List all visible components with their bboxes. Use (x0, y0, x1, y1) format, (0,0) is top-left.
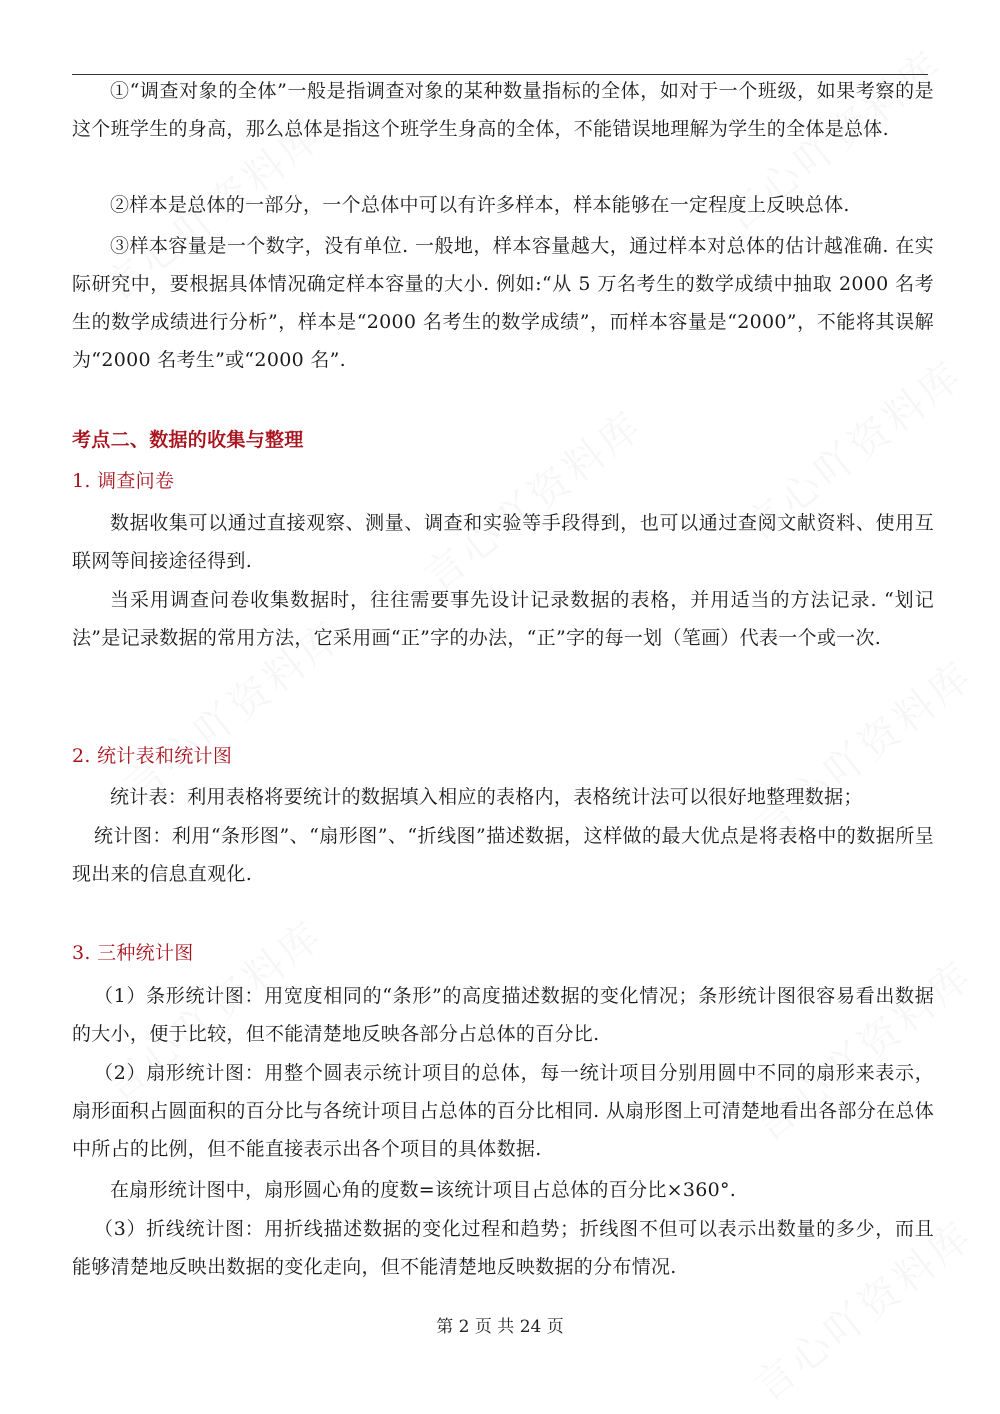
paragraph-sample-definition: ②样本是总体的一部分，一个总体中可以有许多样本，样本能够在一定程度上反映总体. (110, 194, 850, 216)
paragraph-data-collection: 数据收集可以通过直接观察、测量、调查和实验等手段得到，也可以通过查阅文献资料、使用互联网等间接途径得到. (72, 512, 934, 572)
subsection-heading-tables-charts: 2. 统计表和统计图 (72, 745, 233, 767)
paragraph-pie-chart: （2）扇形统计图：用整个圆表示统计项目的总体，每一统计项目分别用圆中不同的扇形来表示，扇形面积占圆面积的百分比与各统计项目占总体的百分比相同. 从扇形图上可清楚地看出各部分在总体中所占的比例，但不能直接表示出各个项目的具体数据. (72, 1062, 934, 1160)
paragraph-statistical-chart: 统计图：利用“条形图”、“扇形图”、“折线图”描述数据，这样做的最大优点是将表格中的数据所呈现出来的信息直观化. (72, 825, 934, 885)
subsection-heading-questionnaire: 1. 调查问卷 (72, 470, 175, 492)
paragraph-tally-method: 当采用调查问卷收集数据时，往往需要事先设计记录数据的表格，并用适当的方法记录. “划记法”是记录数据的常用方法，它采用画“正”字的办法，“正”字的每一划（笔画）代表一个或一次. (72, 589, 934, 649)
paragraph-sample-size: ③样本容量是一个数字，没有单位. 一般地，样本容量越大，通过样本对总体的估计越准确. 在实际研究中，要根据具体情况确定样本容量的大小. 例如:“从 5 万名考生的数学成绩中抽取 2000 名考生的数学成绩进行分析”，样本是“2000 名考生的数学成绩”，而样本容量是“2000”，不能将其误解为“2000 名考生”或“2000 名”. (72, 235, 934, 371)
subsection-heading-three-charts: 3. 三种统计图 (72, 942, 194, 964)
paragraph-population-definition: ①“调查对象的全体”一般是指调查对象的某种数量指标的全体，如对于一个班级，如果考察的是这个班学生的身高，那么总体是指这个班学生身高的全体，不能错误地理解为学生的全体是总体. (72, 80, 934, 140)
section-title-kaodian2: 考点二、数据的收集与整理 (72, 429, 304, 451)
page-number: 第 2 页 共 24 页 (436, 1317, 564, 1337)
paragraph-statistical-table: 统计表：利用表格将要统计的数据填入相应的表格内，表格统计法可以很好地整理数据； (110, 786, 863, 808)
paragraph-central-angle: 在扇形统计图中，扇形圆心角的度数=该统计项目占总体的百分比×360°. (110, 1179, 737, 1201)
paragraph-line-chart: （3）折线统计图：用折线描述数据的变化过程和趋势；折线图不但可以表示出数量的多少，而且能够清楚地反映出数据的变化走向，但不能清楚地反映数据的分布情况. (72, 1218, 934, 1278)
paragraph-bar-chart: （1）条形统计图：用宽度相同的“条形”的高度描述数据的变化情况；条形统计图很容易看出数据的大小，便于比较，但不能清楚地反映各部分占总体的百分比. (72, 985, 934, 1045)
